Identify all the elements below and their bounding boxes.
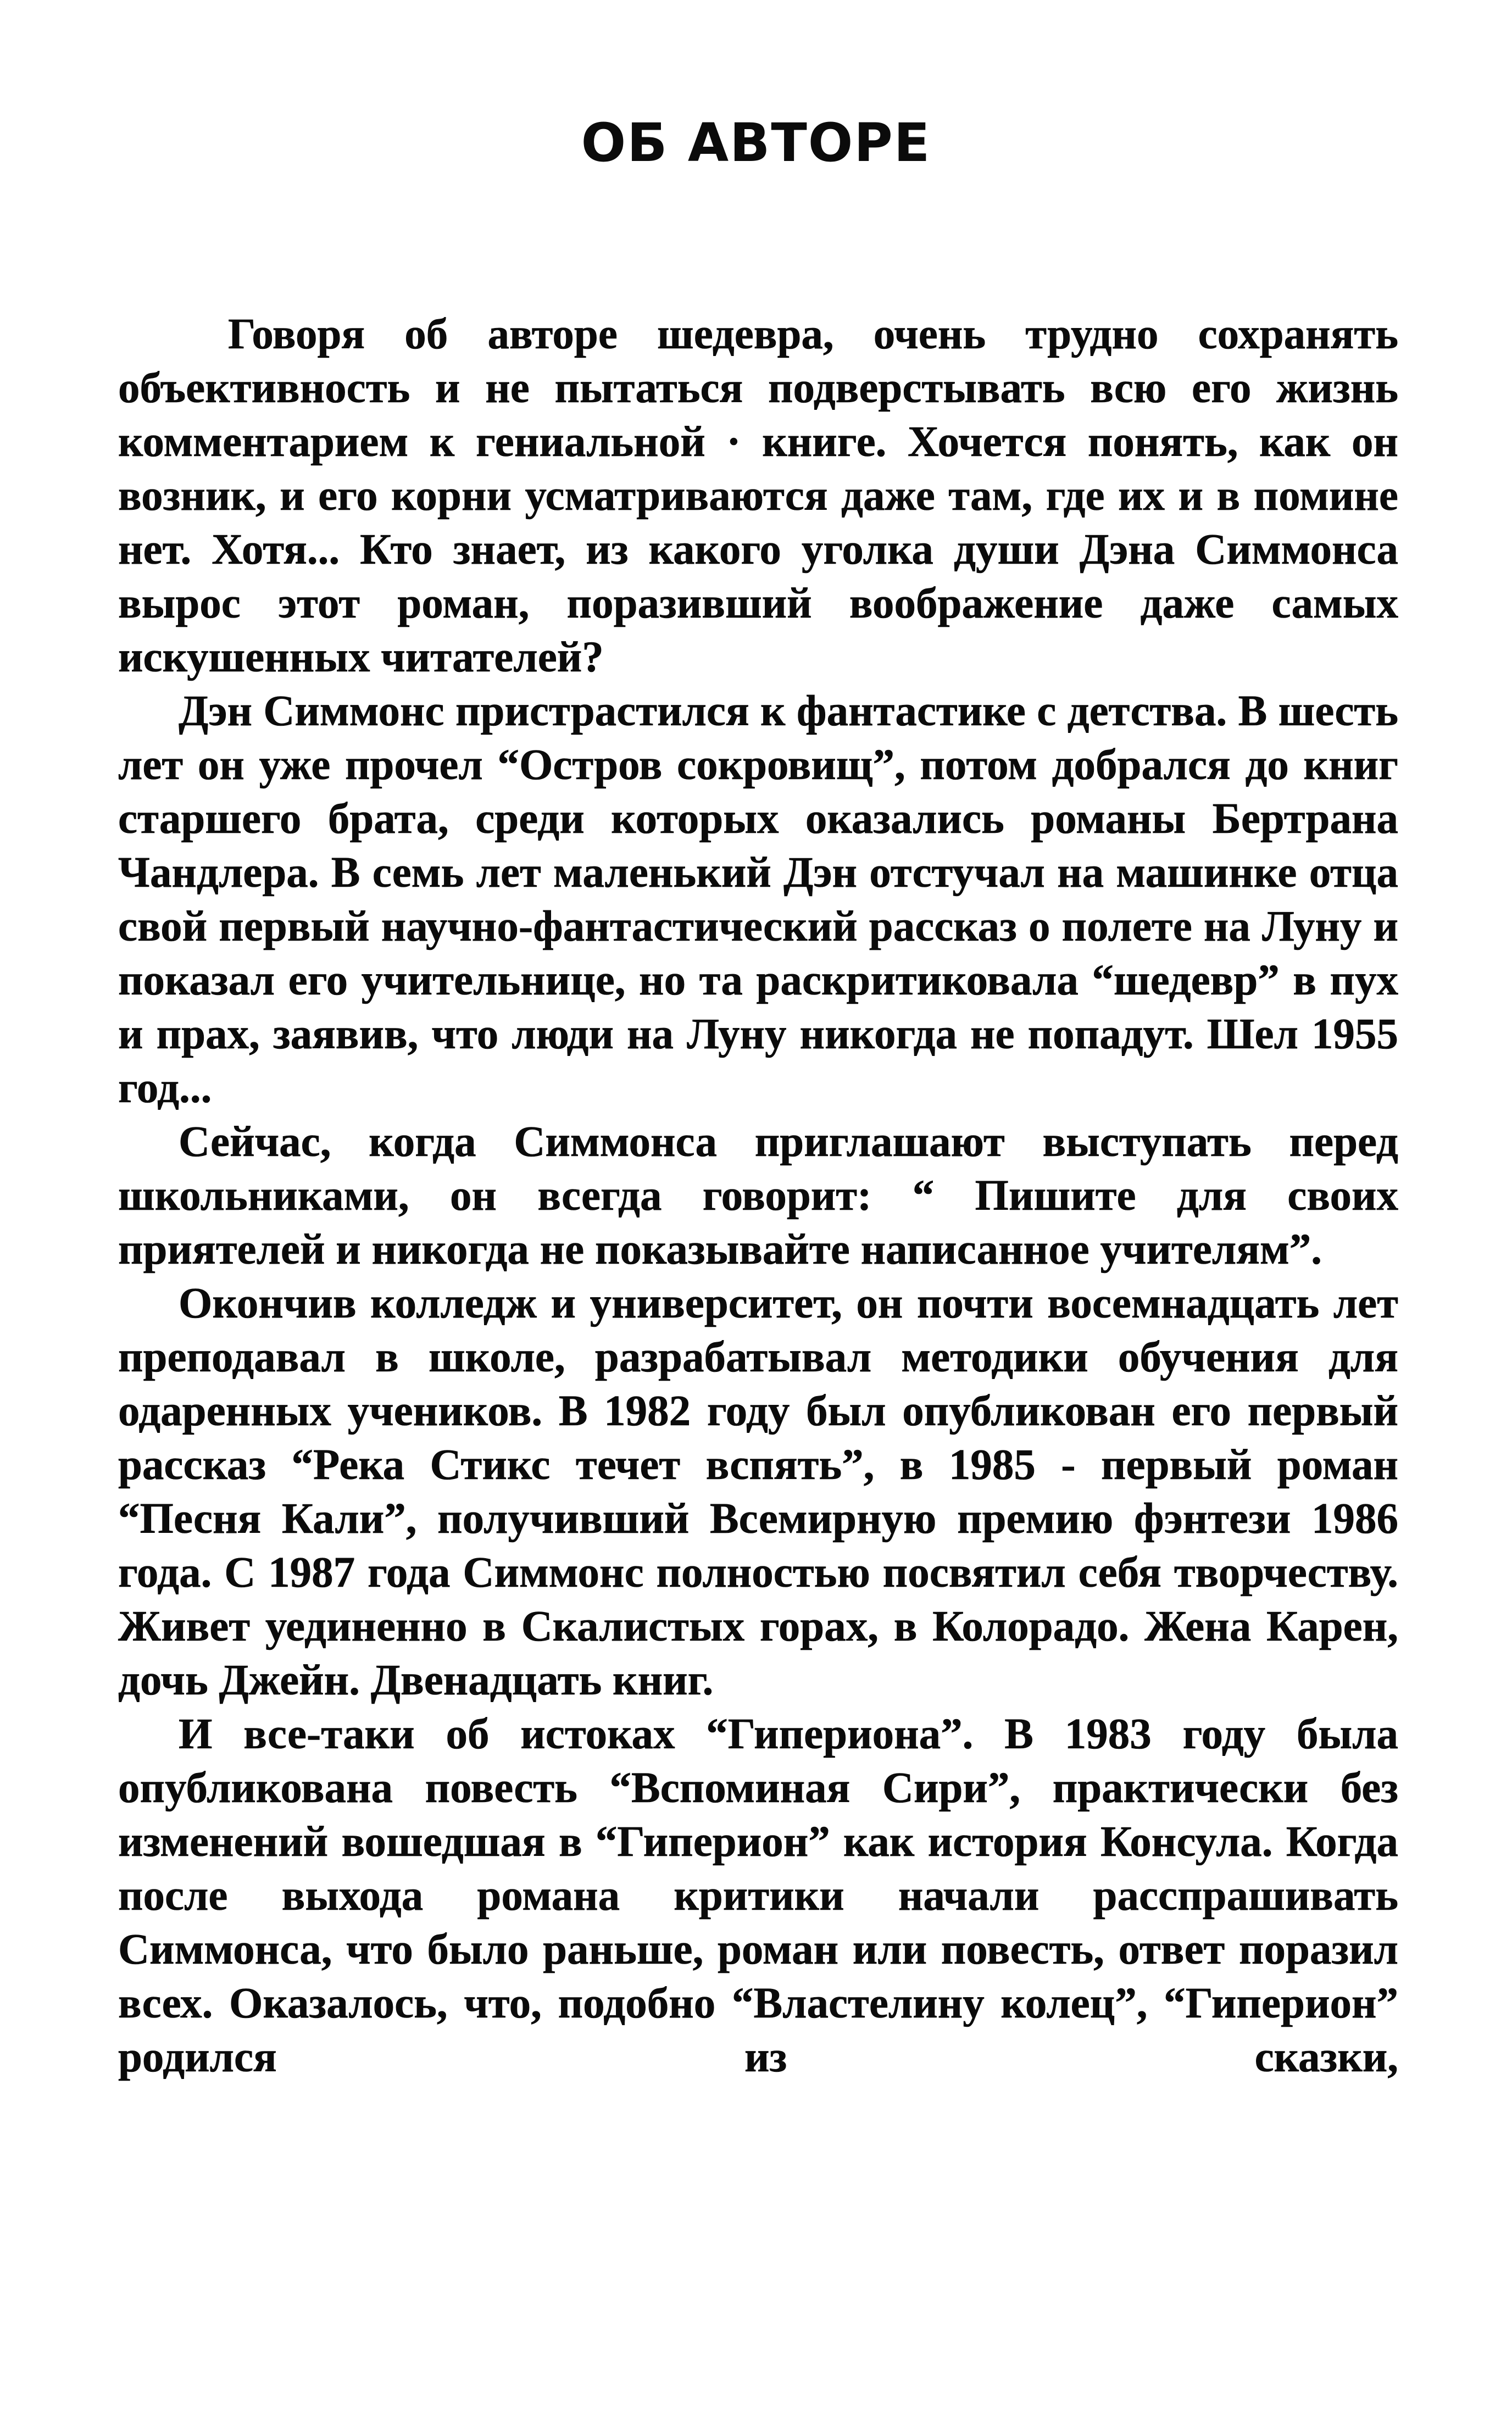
paragraph: Сейчас, когда Симмонса приглашают выступать перед школьниками, он всегда говорит: “ Пишите для своих приятелей и никогда не показывайте написанное учителям”. <box>118 1118 1398 1274</box>
paragraph: Говоря об авторе шедевра, очень трудно сохранять объективность и не пытаться подверстывать всю его жизнь комментарием к гениальной · книге. Хочется понять, как он возник, и его корни усматриваются даже там, где их и в помине нет. Хотя... Кто знает, из какого уголка души Дэна Симмонса вырос этот роман, поразивший воображение даже самых искушенных читателей? <box>118 310 1398 681</box>
paragraph: Окончив колледж и университет, он почти восемнадцать лет преподавал в школе, разрабатывал методики обучения для одаренных учеников. В 1982 году был опубликован его первый рассказ “Река Стикс течет вспять”, в 1985 - первый роман “Песня Кали”, получивший Всемирную премию фэнтези 1986 года. С 1987 года Симмонс полностью посвятил себя творчеству. Живет уединенно в Скалистых горах, в Колорадо. Жена Карен, дочь Джейн. Двенадцать книг. <box>118 1280 1398 1704</box>
body-text <box>118 308 1398 2085</box>
paragraph: И все-таки об истоках “Гипериона”. В 1983 году была опубликована повесть “Вспоминая Сири”, практически без изменений вошедшая в “Гиперион” как история Консула. Когда после выхода романа критики начали расспрашивать Симмонса, что было раньше, роман или повесть, ответ поразил всех. Оказалось, что, подобно “Властелину колец”, “Гиперион” родился из сказки, <box>118 1710 1398 2081</box>
page-title: ОБ АВТОРЕ <box>581 112 931 174</box>
paragraph: Дэн Симмонс пристрастился к фантастике с детства. В шесть лет он уже прочел “Остров сокровищ”, потом добрался до книг старшего брата, среди которых оказались романы Бертрана Чандлера. В семь лет маленький Дэн отстучал на машинке отца свой первый научно-фантастический рассказ о полете на Луну и показал его учительнице, но та раскритиковала “шедевр” в пух и прах, заявив, что люди на Луну никогда не попадут. Шел 1955 год... <box>118 687 1398 1112</box>
